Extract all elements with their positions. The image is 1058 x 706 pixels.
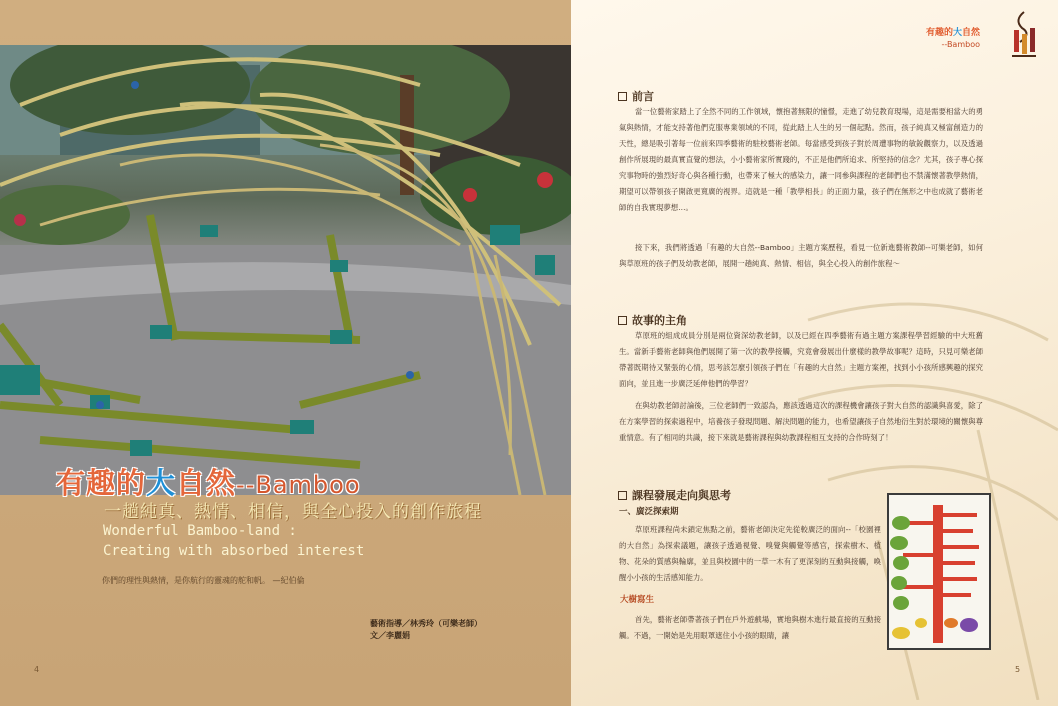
subtitle-chinese: 一趟純真、熱情、相信，與全心投入的創作旅程 [104,502,482,522]
child-tree-drawing [887,493,991,650]
title-english: --Bamboo [236,471,361,499]
title-part-2: 大 [146,466,177,500]
curriculum-paragraph-1: 草原班課程尚未鎖定焦點之前，藝術老師決定先從較廣泛的面向--「校園裡的大自然」為探索議題，讓孩子透過視覺、嗅覺與觸覺等感官，探索樹木、植物、花朵的質感與輪廓，並且與校園中的一草一木有了更深刻的互動與接觸，喚醒小小孩的生活感知能力。 [619,525,881,582]
right-page [571,0,1058,706]
intro-paragraph-2: 接下來，我們將透過「有趣的大自然--Bamboo」主題方案歷程，看見一位新進藝術教師--可樂老師，如何與草原班的孩子們及幼教老師，展開一趟純真、熱情、相信，與全心投入的創作旅程～ [619,243,983,268]
bamboo-sculpture-photo [0,45,571,495]
title-part-3: 自然 [176,466,237,500]
header-brand [926,28,980,50]
title-part-1: 有趣的 [56,466,147,500]
curriculum-paragraph-2: 首先，藝術老師帶著孩子們在戶外遊戲場，實地與樹木進行最直接的互動接觸。不過，一開始是先用眼罩遮住小小孩的眼睛，讓 [619,615,881,640]
subtitle-english [103,521,364,561]
subheading-exploration: 一、廣泛探索期 [619,507,679,517]
subtitle-english-line-1: Wonderful Bamboo-land : [103,523,297,539]
intro-paragraph-1: 當一位藝術家踏上了全然不同的工作領域，懷抱著無限的憧憬，走進了幼兒教育現場，這是需要相當大的勇氣與熱情，才能支持著他們克服專業領域的不同，從此踏上人生的另一個起點。然而，孩子純真又極富創造力的天性，總是吸引著每一位前來四季藝術的駐校藝術老師。每當感受到孩子對於周遭事物的敏銳觀察力，以及透過創作所展現的最真實直覺的想法，小小藝術家所實踐的，不正是他們所追求、所堅持的信念？尤其，孩子專心探究事物時的強烈好奇心與各種行動，也帶來了極大的感染力，讓一同參與課程的老師們也不禁滿懷著教學熱情，期望可以帶領孩子開啟更寬廣的視界。這就是一種「教學相長」的正面力量，孩子們在無形之中也成就了藝術老師的自我實現夢想…。 [619,107,983,212]
section-heading-intro: 前言 [618,88,654,104]
bamboo-logo-icon [1006,10,1040,60]
characters-paragraph-2: 在與幼教老師討論後，三位老師們一致認為，應該透過這次的課程機會讓孩子對大自然的認識與喜愛，除了在方案學習的探索過程中，培養孩子發現問題、解決問題的能力，也希望讓孩子自然地衍生對於環境的關懷與尊重情意。有了相同的共識，接下來就是藝術課程與幼教課程相互支持的合作時刻了！ [619,401,983,442]
header-subtitle: --Bamboo [941,40,980,49]
characters-paragraph-1: 草原班的組成成員分別是兩位資深幼教老師，以及已經在四季藝術有過主題方案課程學習經驗的中大班舊生。當新手藝術老師與他們展開了第一次的教學接觸，究竟會發展出什麼樣的教學故事呢？這時，只見可樂老師帶著既期待又緊張的心情，思考該怎麼引領孩子們在「有趣的大自然」主題方案裡，找到小小孩所感興趣的探究面向，並且進一步廣泛延伸他們的學習？ [619,331,983,388]
section-heading-characters: 故事的主角 [618,312,687,328]
credits [370,618,482,642]
credit-art-director: 藝術指導／林秀玲（可樂老師） [370,619,482,628]
article-title [56,461,361,502]
credit-author: 文／李麗娟 [370,631,410,640]
subheading-tree-sketch: 大樹寫生 [620,595,655,605]
header-title: 有趣的大自然 [925,28,980,38]
page-number-right: 5 [1015,665,1021,674]
section-heading-curriculum: 課程發展走向與思考 [618,487,731,503]
page-number-left: 4 [34,665,40,674]
subtitle-english-line-2: Creating with absorbed interest [103,543,365,559]
quote: 你們的理性與熱情，是你航行的靈魂的舵和帆。 —紀伯倫 [102,576,305,585]
